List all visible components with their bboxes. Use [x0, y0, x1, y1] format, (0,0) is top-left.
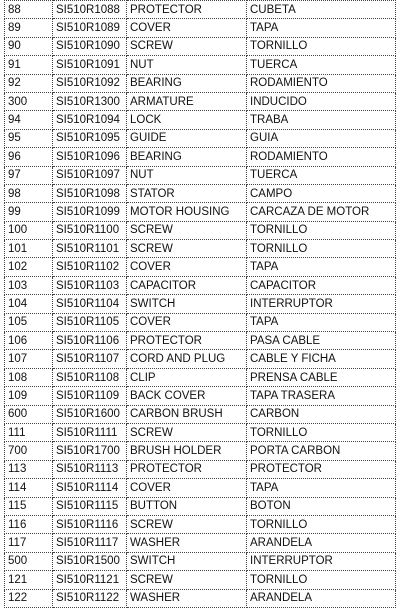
part-code-cell: SI510R1088	[53, 1, 127, 19]
part-name-english-cell: COVER	[127, 19, 247, 37]
part-code-cell: SI510R1114	[53, 479, 127, 497]
part-name-spanish-cell: TAPA	[247, 313, 396, 331]
part-name-english-cell: SCREW	[127, 240, 247, 258]
part-number-cell: 102	[5, 258, 53, 276]
part-number-cell: 92	[5, 74, 53, 92]
parts-list-sheet	[4, 0, 395, 608]
part-name-english-cell: BEARING	[127, 74, 247, 92]
part-code-cell: SI510R1095	[53, 129, 127, 147]
part-code-cell: SI510R1300	[53, 92, 127, 110]
table-row	[5, 405, 396, 423]
part-name-english-cell: BUTTON	[127, 497, 247, 515]
part-name-english-cell: NUT	[127, 166, 247, 184]
part-name-spanish-cell: TORNILLO	[247, 37, 396, 55]
part-number-cell: 300	[5, 92, 53, 110]
part-number-cell: 96	[5, 148, 53, 166]
part-name-spanish-cell: PROTECTOR	[247, 460, 396, 478]
table-row	[5, 313, 396, 331]
part-code-cell: SI510R1600	[53, 405, 127, 423]
part-number-cell: 107	[5, 350, 53, 368]
part-name-spanish-cell: GUIA	[247, 129, 396, 147]
part-code-cell: SI510R1089	[53, 19, 127, 37]
part-name-english-cell: COVER	[127, 479, 247, 497]
part-code-cell: SI510R1117	[53, 534, 127, 552]
table-row	[5, 258, 396, 276]
table-row	[5, 276, 396, 294]
table-row	[5, 19, 396, 37]
part-code-cell: SI510R1121	[53, 571, 127, 589]
table-row	[5, 37, 396, 55]
table-row	[5, 423, 396, 441]
part-code-cell: SI510R1090	[53, 37, 127, 55]
part-name-spanish-cell: ARANDELA	[247, 589, 396, 607]
part-name-spanish-cell: TAPA	[247, 19, 396, 37]
part-name-english-cell: PROTECTOR	[127, 1, 247, 19]
table-row	[5, 111, 396, 129]
table-row	[5, 92, 396, 110]
table-row	[5, 166, 396, 184]
part-number-cell: 116	[5, 515, 53, 533]
part-number-cell: 89	[5, 19, 53, 37]
part-code-cell: SI510R1100	[53, 221, 127, 239]
part-name-english-cell: BEARING	[127, 148, 247, 166]
part-name-english-cell: BACK COVER	[127, 387, 247, 405]
part-number-cell: 700	[5, 442, 53, 460]
part-name-spanish-cell: INTERRUPTOR	[247, 552, 396, 570]
table-row	[5, 295, 396, 313]
part-name-english-cell: NUT	[127, 56, 247, 74]
part-number-cell: 109	[5, 387, 53, 405]
table-row	[5, 552, 396, 570]
table-row	[5, 129, 396, 147]
part-code-cell: SI510R1101	[53, 240, 127, 258]
part-number-cell: 103	[5, 276, 53, 294]
parts-table	[4, 0, 396, 608]
part-number-cell: 117	[5, 534, 53, 552]
part-code-cell: SI510R1092	[53, 74, 127, 92]
part-number-cell: 100	[5, 221, 53, 239]
part-number-cell: 600	[5, 405, 53, 423]
part-name-spanish-cell: CUBETA	[247, 1, 396, 19]
part-code-cell: SI510R1103	[53, 276, 127, 294]
part-number-cell: 108	[5, 368, 53, 386]
part-number-cell: 111	[5, 423, 53, 441]
part-code-cell: SI510R1109	[53, 387, 127, 405]
part-number-cell: 94	[5, 111, 53, 129]
part-name-spanish-cell: INDUCIDO	[247, 92, 396, 110]
table-row	[5, 1, 396, 19]
part-code-cell: SI510R1106	[53, 332, 127, 350]
part-name-spanish-cell: TAPA	[247, 258, 396, 276]
table-row	[5, 387, 396, 405]
part-name-english-cell: SCREW	[127, 37, 247, 55]
part-code-cell: SI510R1116	[53, 515, 127, 533]
part-name-spanish-cell: TORNILLO	[247, 221, 396, 239]
part-name-spanish-cell: ARANDELA	[247, 534, 396, 552]
part-code-cell: SI510R1102	[53, 258, 127, 276]
part-name-spanish-cell: TUERCA	[247, 56, 396, 74]
part-code-cell: SI510R1122	[53, 589, 127, 607]
part-name-english-cell: SWITCH	[127, 295, 247, 313]
part-name-spanish-cell: TAPA	[247, 479, 396, 497]
part-name-english-cell: STATOR	[127, 184, 247, 202]
part-name-spanish-cell: CABLE Y FICHA	[247, 350, 396, 368]
part-number-cell: 106	[5, 332, 53, 350]
part-name-spanish-cell: CAMPO	[247, 184, 396, 202]
part-number-cell: 105	[5, 313, 53, 331]
part-number-cell: 95	[5, 129, 53, 147]
part-number-cell: 88	[5, 1, 53, 19]
part-name-english-cell: BRUSH HOLDER	[127, 442, 247, 460]
part-number-cell: 91	[5, 56, 53, 74]
table-row	[5, 497, 396, 515]
table-row	[5, 442, 396, 460]
part-name-spanish-cell: BOTON	[247, 497, 396, 515]
part-code-cell: SI510R1091	[53, 56, 127, 74]
part-name-english-cell: CAPACITOR	[127, 276, 247, 294]
part-name-english-cell: LOCK	[127, 111, 247, 129]
part-name-english-cell: SCREW	[127, 571, 247, 589]
part-name-spanish-cell: TORNILLO	[247, 515, 396, 533]
part-name-english-cell: GUIDE	[127, 129, 247, 147]
part-number-cell: 97	[5, 166, 53, 184]
part-code-cell: SI510R1104	[53, 295, 127, 313]
part-code-cell: SI510R1700	[53, 442, 127, 460]
part-name-english-cell: SCREW	[127, 515, 247, 533]
part-name-english-cell: SWITCH	[127, 552, 247, 570]
part-name-spanish-cell: TORNILLO	[247, 571, 396, 589]
table-row	[5, 368, 396, 386]
part-name-english-cell: PROTECTOR	[127, 332, 247, 350]
part-number-cell: 90	[5, 37, 53, 55]
table-row	[5, 74, 396, 92]
part-code-cell: SI510R1500	[53, 552, 127, 570]
part-number-cell: 113	[5, 460, 53, 478]
part-number-cell: 500	[5, 552, 53, 570]
part-name-english-cell: CLIP	[127, 368, 247, 386]
part-number-cell: 114	[5, 479, 53, 497]
part-code-cell: SI510R1099	[53, 203, 127, 221]
part-name-english-cell: PROTECTOR	[127, 460, 247, 478]
part-name-english-cell: COVER	[127, 313, 247, 331]
table-row	[5, 240, 396, 258]
part-code-cell: SI510R1108	[53, 368, 127, 386]
part-name-spanish-cell: CARBON	[247, 405, 396, 423]
part-name-spanish-cell: PASA CABLE	[247, 332, 396, 350]
part-number-cell: 121	[5, 571, 53, 589]
table-row	[5, 332, 396, 350]
part-code-cell: SI510R1098	[53, 184, 127, 202]
part-code-cell: SI510R1094	[53, 111, 127, 129]
part-number-cell: 122	[5, 589, 53, 607]
part-name-english-cell: WASHER	[127, 589, 247, 607]
part-name-spanish-cell: TAPA TRASERA	[247, 387, 396, 405]
part-code-cell: SI510R1107	[53, 350, 127, 368]
part-code-cell: SI510R1111	[53, 423, 127, 441]
part-name-spanish-cell: RODAMIENTO	[247, 74, 396, 92]
part-number-cell: 104	[5, 295, 53, 313]
part-name-english-cell: COVER	[127, 258, 247, 276]
table-row	[5, 515, 396, 533]
parts-table-body	[5, 1, 396, 608]
part-code-cell: SI510R1097	[53, 166, 127, 184]
table-row	[5, 479, 396, 497]
part-code-cell: SI510R1105	[53, 313, 127, 331]
part-name-spanish-cell: INTERRUPTOR	[247, 295, 396, 313]
part-name-spanish-cell: PRENSA CABLE	[247, 368, 396, 386]
table-row	[5, 350, 396, 368]
part-code-cell: SI510R1115	[53, 497, 127, 515]
part-number-cell: 98	[5, 184, 53, 202]
part-number-cell: 115	[5, 497, 53, 515]
table-row	[5, 534, 396, 552]
part-name-spanish-cell: TUERCA	[247, 166, 396, 184]
part-name-spanish-cell: RODAMIENTO	[247, 148, 396, 166]
part-name-english-cell: SCREW	[127, 221, 247, 239]
part-name-spanish-cell: TORNILLO	[247, 423, 396, 441]
part-code-cell: SI510R1096	[53, 148, 127, 166]
part-name-english-cell: ARMATURE	[127, 92, 247, 110]
part-name-english-cell: MOTOR HOUSING	[127, 203, 247, 221]
part-name-english-cell: SCREW	[127, 423, 247, 441]
part-number-cell: 99	[5, 203, 53, 221]
part-code-cell: SI510R1113	[53, 460, 127, 478]
table-row	[5, 56, 396, 74]
table-row	[5, 571, 396, 589]
table-row	[5, 184, 396, 202]
part-name-spanish-cell: PORTA CARBON	[247, 442, 396, 460]
part-name-spanish-cell: TRABA	[247, 111, 396, 129]
table-row	[5, 203, 396, 221]
part-name-english-cell: CARBON BRUSH	[127, 405, 247, 423]
part-name-english-cell: CORD AND PLUG	[127, 350, 247, 368]
part-number-cell: 101	[5, 240, 53, 258]
table-row	[5, 460, 396, 478]
part-name-spanish-cell: CAPACITOR	[247, 276, 396, 294]
part-name-spanish-cell: CARCAZA DE MOTOR	[247, 203, 396, 221]
part-name-english-cell: WASHER	[127, 534, 247, 552]
table-row	[5, 221, 396, 239]
part-name-spanish-cell: TORNILLO	[247, 240, 396, 258]
table-row	[5, 148, 396, 166]
